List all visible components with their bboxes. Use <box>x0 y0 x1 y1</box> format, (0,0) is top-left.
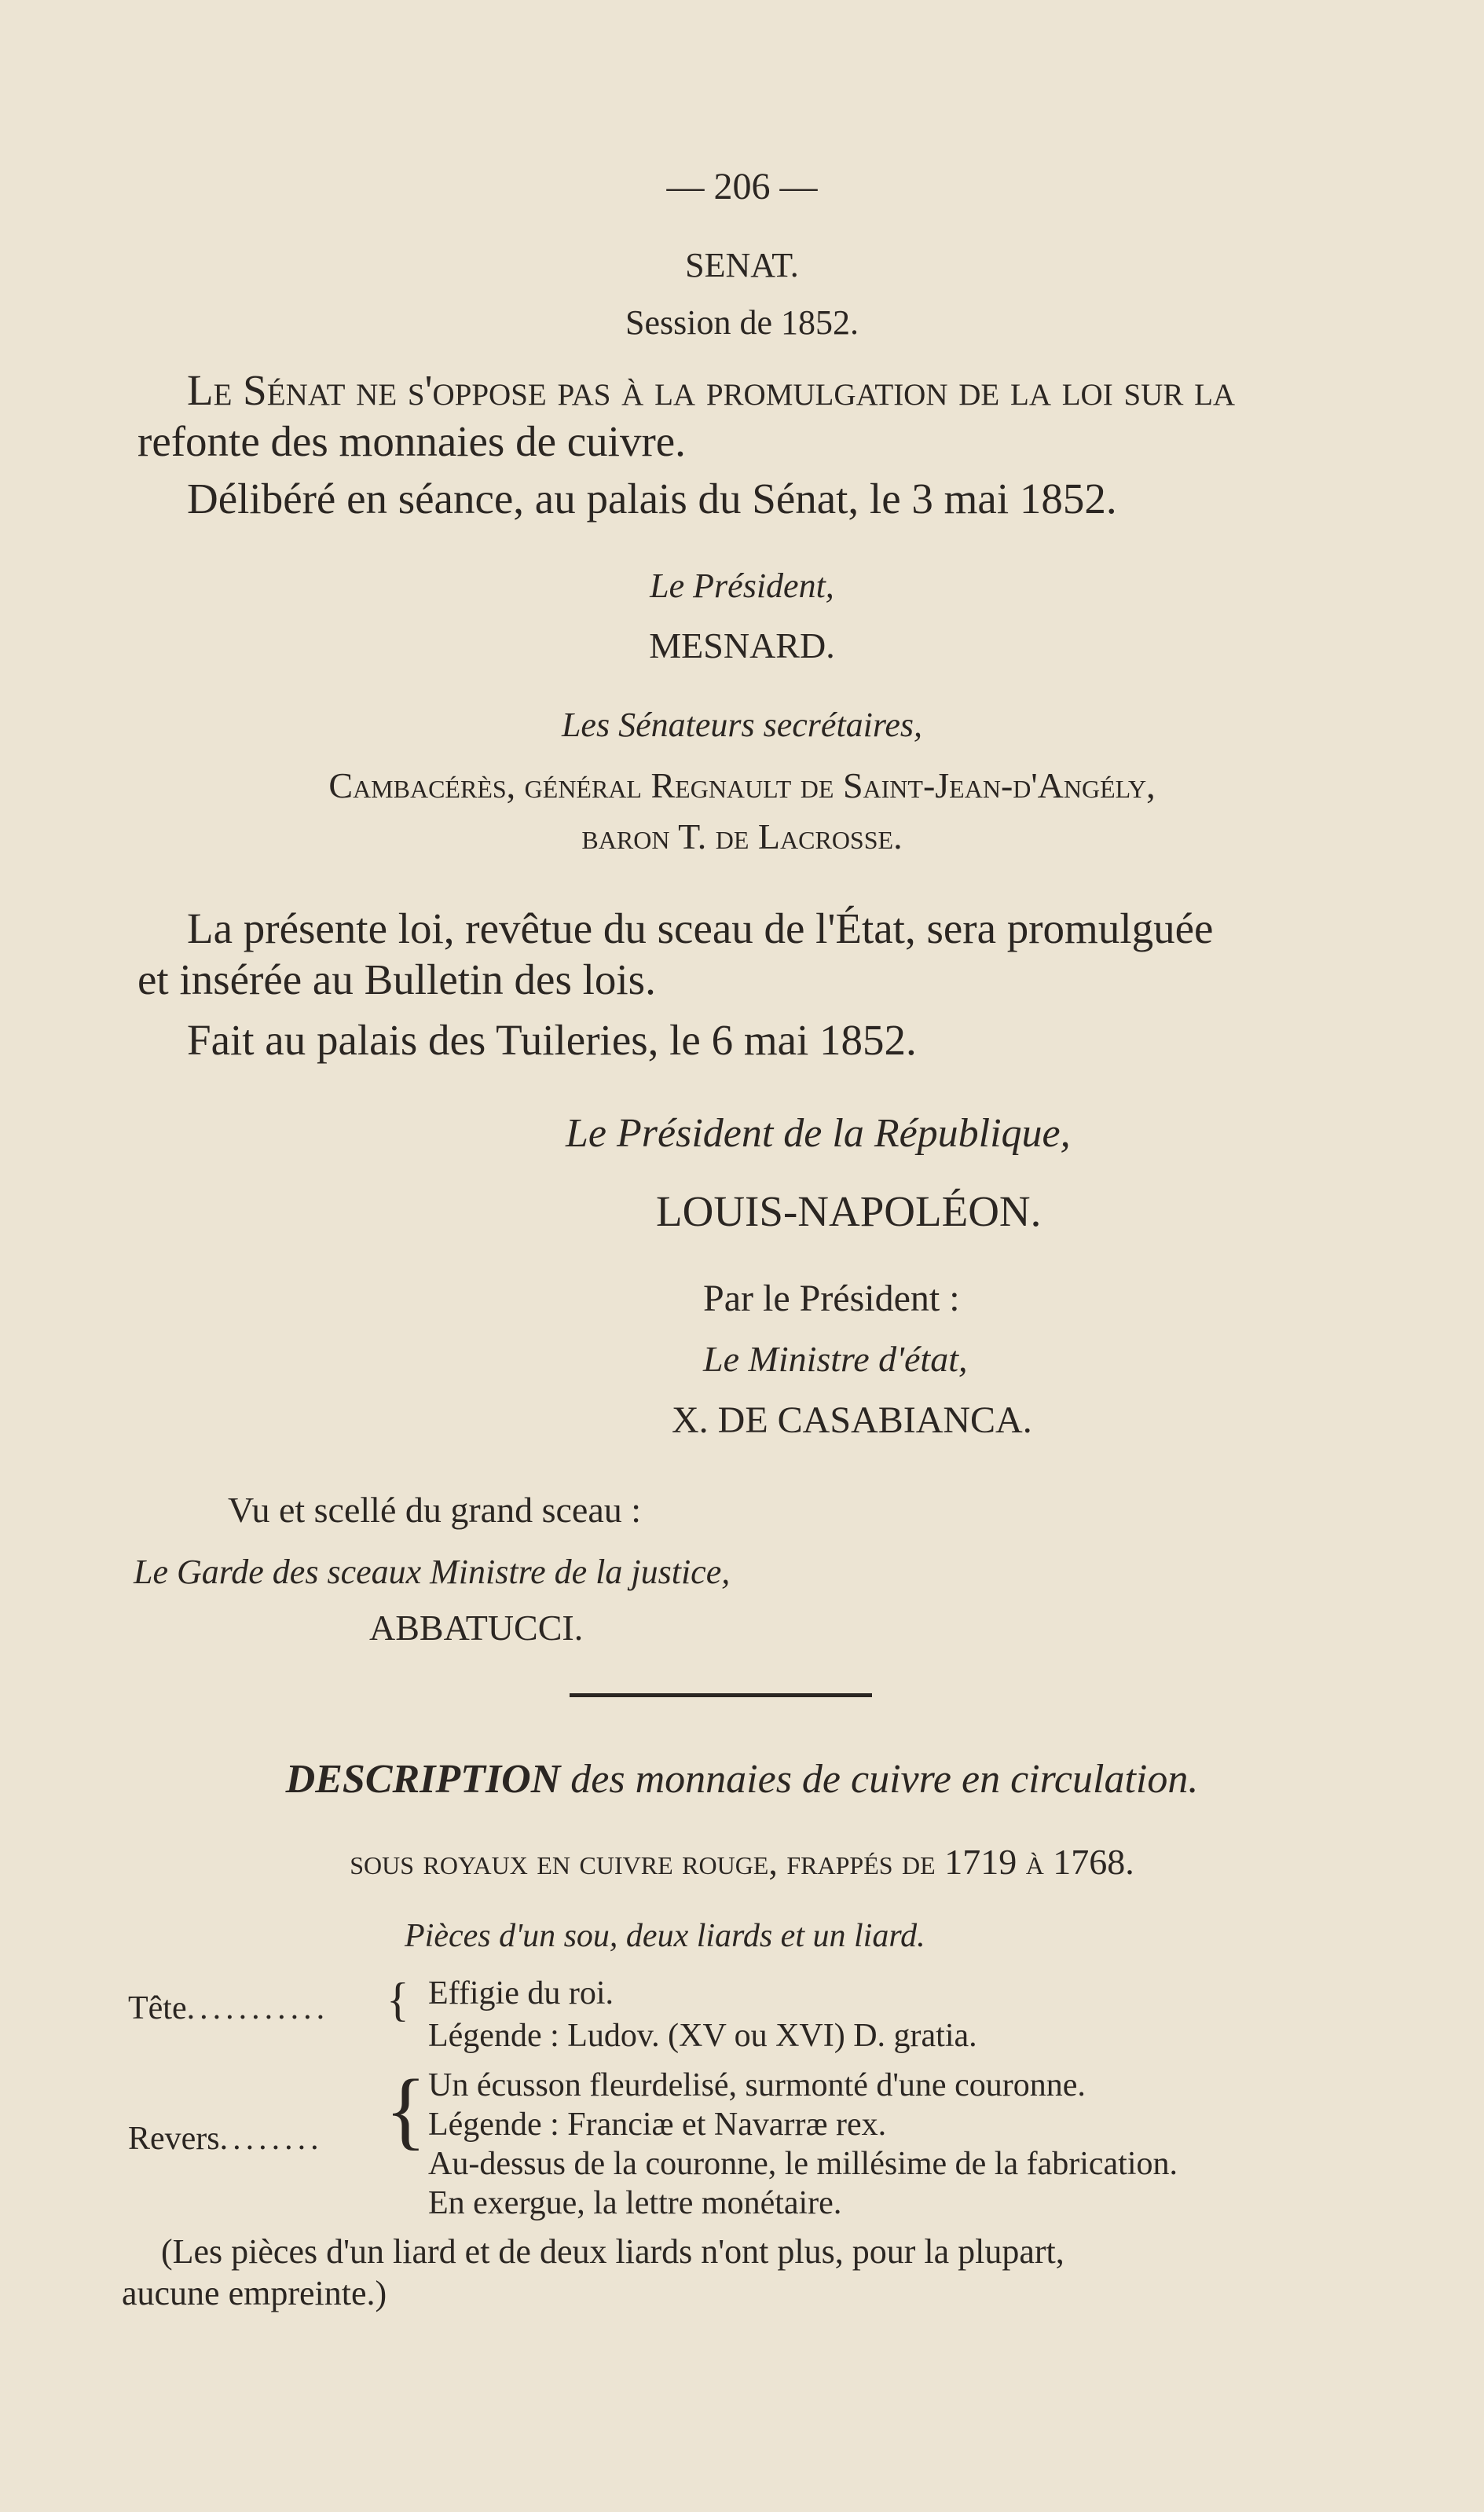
keeper-title: Le Garde des sceaux Ministre de la justice, <box>134 1553 731 1591</box>
tete-leader: ........... <box>186 1990 330 2026</box>
minister-name: X. DE CASABIANCA. <box>672 1399 1032 1441</box>
promulgation-line-2: et insérée au Bulletin des lois. <box>137 955 656 1003</box>
description-subtitle: sous royaux en cuivre rouge, frappés de 1719 à 1768. <box>350 1842 1134 1882</box>
done-at-line: Fait au palais des Tuileries, le 6 mai 1852. <box>187 1016 917 1064</box>
revers-label-text: Revers <box>128 2121 220 2157</box>
revers-label <box>128 2120 324 2158</box>
revers-leader: ........ <box>219 2121 324 2157</box>
promulgation-line-1: La présente loi, revêtue du sceau de l'État, sera promulguée <box>187 904 1214 952</box>
session-line: Session de 1852. <box>625 303 859 342</box>
president-name: MESNARD. <box>649 625 835 666</box>
republic-title: Le Président de la République, <box>566 1111 1071 1156</box>
revers-item: Légende : Franciæ et Navarræ rex. <box>428 2107 887 2143</box>
secretaries-title: Les Sénateurs secrétaires, <box>561 706 923 744</box>
secretaries-line-2: baron T. de Lacrosse. <box>581 816 903 856</box>
tete-label-text: Tête <box>128 1990 187 2026</box>
revers-item: En exergue, la lettre monétaire. <box>428 2185 842 2221</box>
president-title: Le Président, <box>650 567 834 605</box>
tete-label <box>128 1989 329 2027</box>
description-title-rest: des monnaies de cuivre en circulation. <box>560 1757 1199 1802</box>
description-title <box>0 1756 1484 1802</box>
description-title-bold: DESCRIPTION <box>285 1757 561 1802</box>
separator-rule <box>570 1693 872 1697</box>
decision-line-2: refonte des monnaies de cuivre. <box>137 417 686 465</box>
tete-brace: { <box>387 1974 409 2026</box>
tete-item: Effigie du roi. <box>428 1975 614 2011</box>
by-president: Par le Président : <box>703 1278 960 1319</box>
pieces-line: Pièces d'un sou, deux liards et un liard. <box>405 1918 925 1954</box>
republic-name: LOUIS-NAPOLÉON. <box>656 1187 1042 1235</box>
revers-brace: { <box>385 2062 427 2158</box>
secretaries-line-1: Cambacérès, général Regnault de Saint-Jean-d'Angély, <box>328 765 1156 805</box>
sealed-line: Vu et scellé du grand sceau : <box>228 1490 642 1530</box>
section-heading: SENAT. <box>685 246 799 284</box>
minister-title: Le Ministre d'état, <box>703 1339 968 1379</box>
deliberation-line: Délibéré en séance, au palais du Sénat, le 3 mai 1852. <box>187 475 1117 523</box>
tete-item: Légende : Ludov. (XV ou XVI) D. gratia. <box>428 2018 977 2054</box>
revers-item: Un écusson fleurdelisé, surmonté d'une couronne. <box>428 2067 1086 2103</box>
page-number: — 206 — <box>666 166 818 207</box>
keeper-name: ABBATUCCI. <box>369 1608 584 1648</box>
note-line-1: (Les pièces d'un liard et de deux liards n'ont plus, pour la plupart, <box>161 2232 1064 2271</box>
note-line-2: aucune empreinte.) <box>122 2274 387 2312</box>
revers-item: Au-dessus de la couronne, le millésime de la fabrication. <box>428 2146 1178 2182</box>
decision-line-1: Le Sénat ne s'oppose pas à la promulgation de la loi sur la <box>187 366 1236 414</box>
